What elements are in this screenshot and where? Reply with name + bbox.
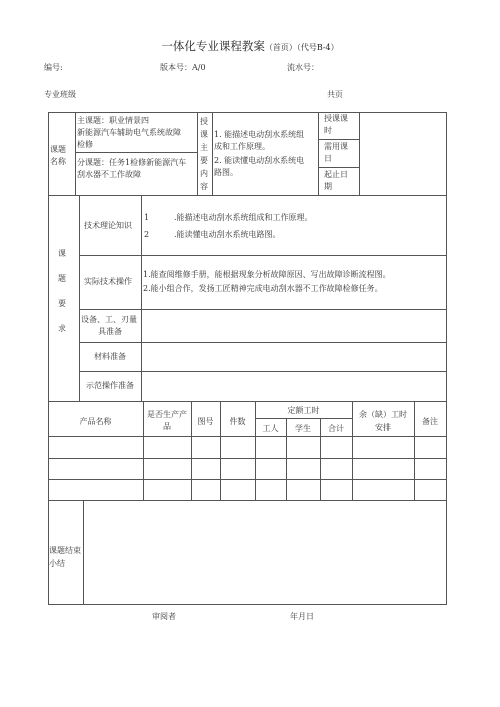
student-header: 学生 [295,424,311,433]
piece-count-header: 件数 [229,417,246,426]
needed-label-1: 需用课 [324,142,348,151]
requirements-side-char: 要 [58,299,66,308]
worker-header: 工人 [262,424,279,433]
equipment-label-1: 设备、工、刃量 [81,315,137,324]
dates-label-2: 期 [324,182,332,191]
main-topic-line3: 检修 [77,140,93,149]
content-label-char: 授 [200,117,208,126]
pages-label: 共页 [327,90,343,99]
periods-label-1: 授课课 [324,114,348,123]
content-label-char: 容 [200,182,208,191]
content-label-char: 内 [200,169,208,178]
date-label: 年月日 [290,612,314,621]
total-header: 合计 [328,424,344,433]
needed-label-2: 日 [324,154,332,163]
theory-item-text: .能读懂电动刮水系统电路图。 [174,230,281,239]
materials-label: 材料准备 [94,352,126,361]
practice-item-1: 1.能查阅维修手册，能根据现象分析故障原因、写出故障诊断流程图。 [143,270,391,279]
is-product-header-2: 品 [163,422,171,431]
content-label-char: 主 [200,143,208,152]
main-topic-line2: 新能源汽车辅助电气系统故障 [77,128,181,137]
content-item-2: 2. 能读懂电动刮水系统电 [214,156,305,165]
reviewer-label: 审阅者 [152,612,176,621]
content-item-1-line2: 成和工作原理。 [214,142,270,151]
content-item-2-line2: 路图。 [214,168,238,177]
requirements-side-char: 题 [58,274,66,283]
class-label: 专业班级 [44,90,76,99]
theory-item-number: 1 [144,213,150,222]
is-product-header-1: 是否生产产 [147,410,187,419]
periods-label-2: 时 [324,126,332,135]
sub-topic-line2: 刮水器不工作故障 [77,170,141,179]
arrange-header-2: 安排 [375,423,391,432]
main-topic: 主课题：职业情景四 [77,116,149,125]
practice-label: 实际技术操作 [84,277,132,286]
dates-label-1: 起止日 [324,170,348,179]
drawing-number-header: 图号 [197,417,214,426]
quota-hours-header: 定额工时 [287,406,320,415]
content-label-char: 课 [200,130,208,139]
topic-label-1: 课题 [50,145,66,154]
practice-item-2: 2.能小组合作，发扬工匠精神完成电动刮水器不工作故障检修任务。 [143,284,383,293]
lesson-plan-table [48,112,447,604]
summary-label-2: 小结 [49,559,65,568]
equipment-label-2: 具准备 [98,327,122,336]
requirements-side-char: 求 [58,324,66,333]
theory-label: 技术理论知识 [84,221,132,230]
arrange-header-1: 余（缺）工时 [359,410,407,419]
theory-item-number: 2 [144,230,150,239]
product-name-header: 产品名称 [79,417,112,426]
summary-label-1: 课题结束 [49,546,81,555]
page-title: 一体化专业课程教案（首页）（代号B-4） [161,39,339,53]
serial-label: 流水号： [287,63,319,72]
content-item-1: 1. 能描述电动刮水系统组 [214,130,305,139]
demo-label: 示范操作准备 [86,381,134,390]
page-title-suffix: （首页）（代号B-4） [264,43,339,52]
remarks-header: 备注 [422,417,438,426]
version-label: 版本号：A/0 [160,63,206,72]
number-label: 编号: [44,63,63,72]
topic-label-2: 名称 [50,157,66,166]
requirements-side-char: 课 [58,249,66,258]
theory-item-text: .能描述电动刮水系统组成和工作原理。 [174,213,313,222]
sub-topic: 分课题：任务1检修新能源汽车 [77,158,187,167]
content-label-char: 要 [200,156,208,165]
